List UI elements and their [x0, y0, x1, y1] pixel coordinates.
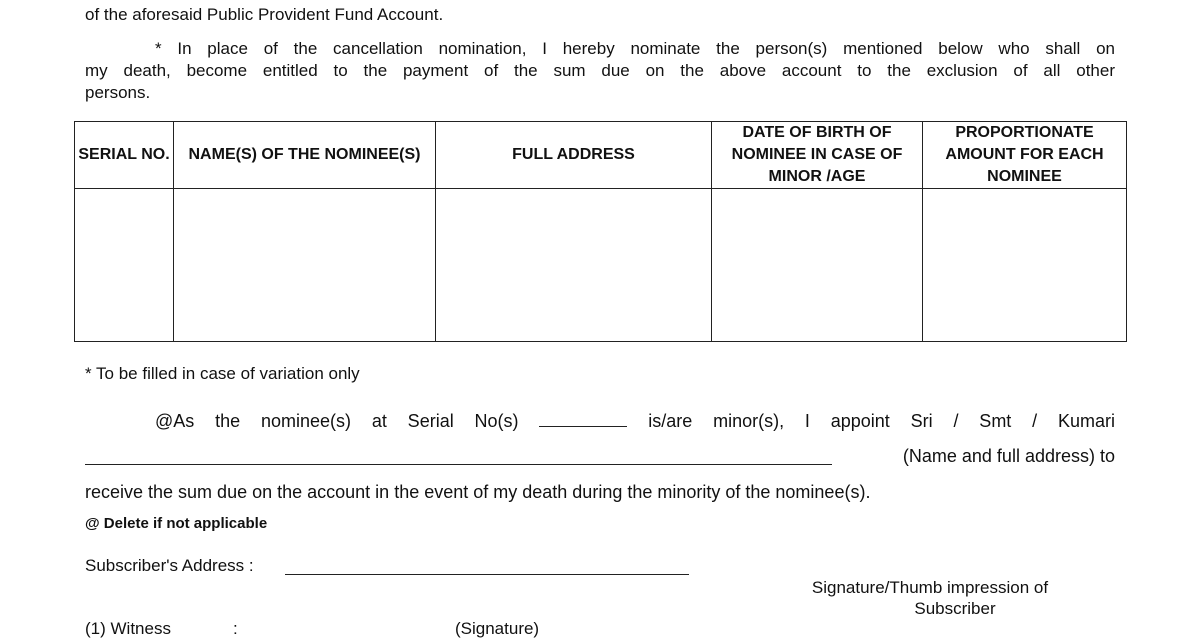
- cell-full-address[interactable]: [436, 189, 712, 342]
- header-full-address: FULL ADDRESS: [436, 122, 712, 189]
- minor-line-1-start: @As the nominee(s) at Serial No(s): [155, 411, 519, 431]
- nomination-line-2: my death, become entitled to the payment of the sum due on the above account to the exclusion of all other: [85, 61, 1115, 80]
- witness-signature-label: (Signature): [455, 619, 540, 638]
- header-nominee-names: NAME(S) OF THE NOMINEE(S): [174, 122, 436, 189]
- nomination-line-1: * In place of the cancellation nomination, I hereby nominate the person(s) mentioned below who shall on: [155, 39, 1115, 58]
- minor-line-1-end: is/are minor(s), I appoint Sri / Smt / Kumari: [648, 411, 1115, 431]
- intro-line: of the aforesaid Public Provident Fund Account.: [85, 5, 444, 24]
- subscriber-address-field[interactable]: [285, 556, 689, 575]
- header-serial-no: SERIAL NO.: [75, 122, 174, 189]
- nomination-paragraph: [85, 38, 1115, 104]
- minor-line-2-end: (Name and full address) to: [902, 446, 1115, 466]
- header-date-of-birth: DATE OF BIRTH OF NOMINEE IN CASE OF MINOR /AGE: [712, 122, 923, 189]
- signature-label-line-2: Subscriber: [914, 599, 996, 618]
- variation-note: * To be filled in case of variation only: [85, 364, 360, 383]
- minor-line-1: [85, 410, 1115, 432]
- delete-note: @ Delete if not applicable: [85, 515, 268, 532]
- witness-colon: :: [233, 619, 238, 638]
- nomination-line-3: persons.: [85, 83, 151, 102]
- cell-proportionate-amount[interactable]: [923, 189, 1127, 342]
- serial-no-blank[interactable]: [539, 410, 627, 427]
- table-row: [75, 189, 1127, 342]
- nominee-table: [74, 121, 1127, 342]
- header-proportionate-amount: PROPORTIONATE AMOUNT FOR EACH NOMINEE: [923, 122, 1127, 189]
- signature-label: [760, 577, 1100, 619]
- cell-date-of-birth[interactable]: [712, 189, 923, 342]
- minor-line-3: receive the sum due on the account in the event of my death during the minority of the nominee(s).: [85, 482, 871, 502]
- nominee-table-header-row: [75, 122, 1127, 189]
- guardian-name-blank[interactable]: [85, 446, 832, 465]
- subscriber-address-label: Subscriber's Address :: [85, 556, 254, 575]
- witness-label: (1) Witness: [85, 619, 171, 638]
- signature-label-line-1: Signature/Thumb impression of: [811, 578, 1049, 597]
- cell-nominee-names[interactable]: [174, 189, 436, 342]
- cell-serial-no[interactable]: [75, 189, 174, 342]
